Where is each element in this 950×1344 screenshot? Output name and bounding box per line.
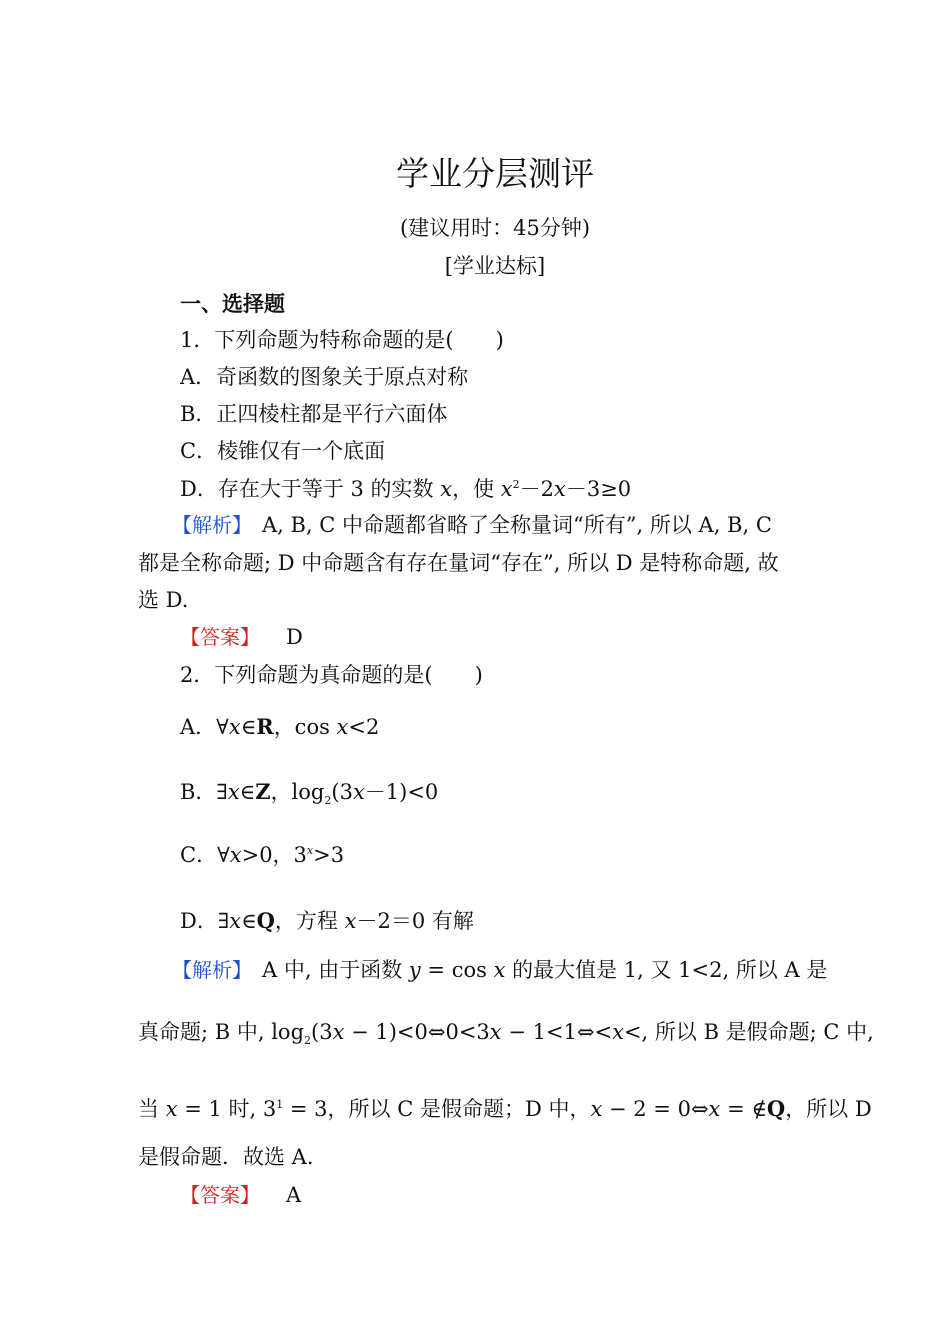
suggested-time: (建议用时：45分钟) [399,216,591,240]
q1-analysis-line-3: 选 D. [138,588,189,612]
q1-stem: 1．下列命题为特称命题的是( ) [180,328,504,352]
q1-option-c: C．棱锥仅有一个底面 [180,439,386,463]
level-label: [学业达标] [444,254,546,278]
q2-analysis-line-4: 是假命题．故选 A. [138,1145,314,1169]
q1-option-a: A．奇函数的图象关于原点对称 [180,365,469,389]
q2-analysis-line-1: 【解析】 A 中, 由于函数 y = cos x 的最大值是 1, 又 1<2, 所以 A 是 [172,958,828,982]
q1-answer: 【答案】 D [180,625,303,649]
q2-stem: 2．下列命题为真命题的是( ) [180,663,483,687]
section-heading: 一、选择题 [180,292,285,316]
q2-option-c: C．∀x>0，$3^x>3$ [180,843,345,867]
q2-answer: 【答案】 A [180,1183,302,1207]
q2-option-a: A．∀x∈R，cos x<2 [180,714,380,739]
q2-option-d: D．∃x∈Q，方程 x－2＝0 有解 [180,908,474,933]
q1-analysis-line-1: 【解析】 A, B, C 中命题都省略了全称量词“所有”, 所以 A, B, C [172,513,772,537]
q2-analysis-line-2: 真命题; B 中, $\log_2(3x$ − 1)<0⇔0<3x − 1<1⇔<x<, 所以 B 是假命题; C 中, [138,1020,874,1048]
q1-option-b: B．正四棱柱都是平行六面体 [180,402,448,426]
q2-option-b: B．∃x∈Z，$\log_2(3x-1)<0$ [180,779,439,808]
q2-analysis-line-3: 当 x = 1 时, $3^1 = 3$，所以 C 是假命题；D 中，x − 2 = 0⇔x = ∉Q，所以 D [138,1096,872,1121]
q1-option-d: D．存在大于等于 3 的实数 x，使 $x^2-2x-3\ge 0$ [180,477,632,501]
q1-analysis-line-2: 都是全称命题; D 中命题含有存在量词“存在”, 所以 D 是特称命题, 故 [138,551,779,575]
page-title: 学业分层测评 [396,154,594,193]
